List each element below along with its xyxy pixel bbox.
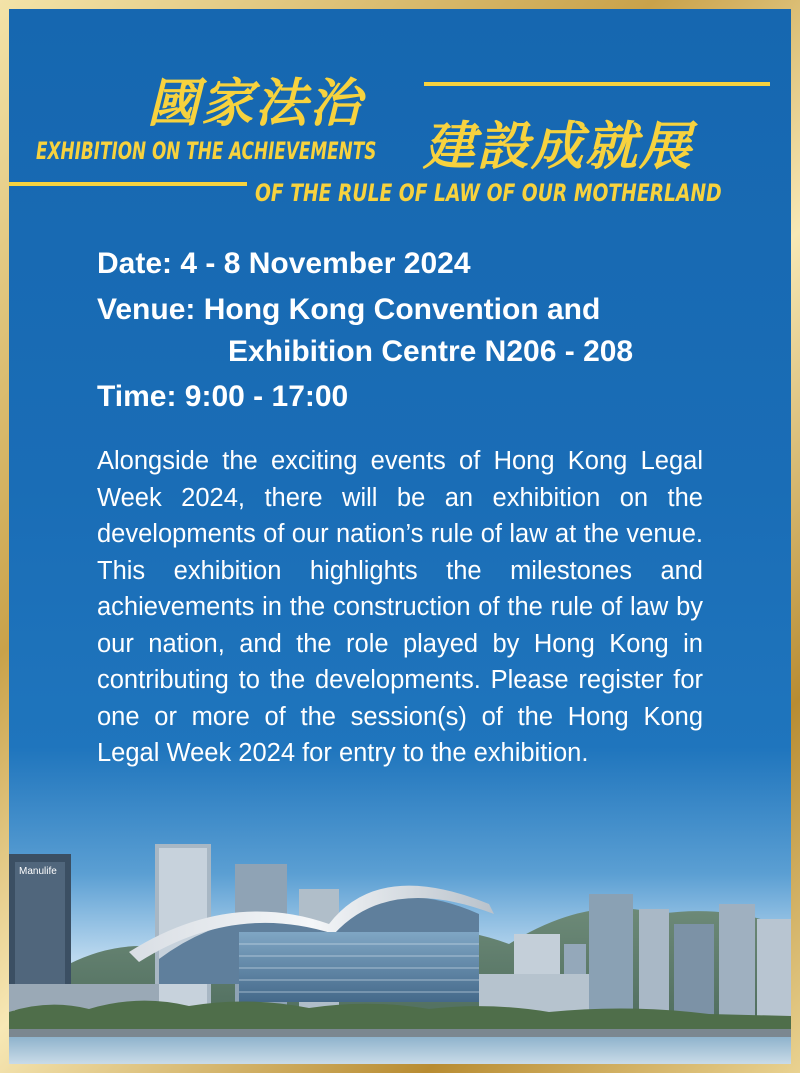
date-text: Date: 4 - 8 November 2024 <box>97 247 471 280</box>
poster-panel <box>9 9 791 1064</box>
title-english-line2: OF THE RULE OF LAW OF OUR MOTHERLAND <box>255 179 722 207</box>
venue-text-line2: Exhibition Centre N206 - 208 <box>228 335 634 368</box>
manulife-sign: Manulife <box>19 866 57 877</box>
title-rule-top <box>424 82 770 86</box>
title-english-line1: EXHIBITION ON THE ACHIEVEMENTS <box>36 137 377 165</box>
exhibition-description: Alongside the exciting events of Hong Kong Legal Week 2024, there will be an exhibition on the developments of our nation’s rule of law at the venue. This exhibition highlights the milestones and achievements in the construction of the rule of law by our nation, and the role played by Hong Kong in contributing to the developments. Please register for one or more of the session(s) of the Hong Kong Legal Week 2024 for entry to the exhibition. <box>97 447 703 767</box>
time-text: Time: 9:00 - 17:00 <box>97 380 349 413</box>
title-rule-bottom <box>9 182 247 186</box>
title-chinese-line2: 建設成就展 <box>423 117 694 177</box>
venue-text-line1: Venue: Hong Kong Convention and <box>97 293 601 326</box>
title-chinese-line1: 國家法治 <box>147 74 364 134</box>
harbour-skyline-image <box>9 834 791 1064</box>
